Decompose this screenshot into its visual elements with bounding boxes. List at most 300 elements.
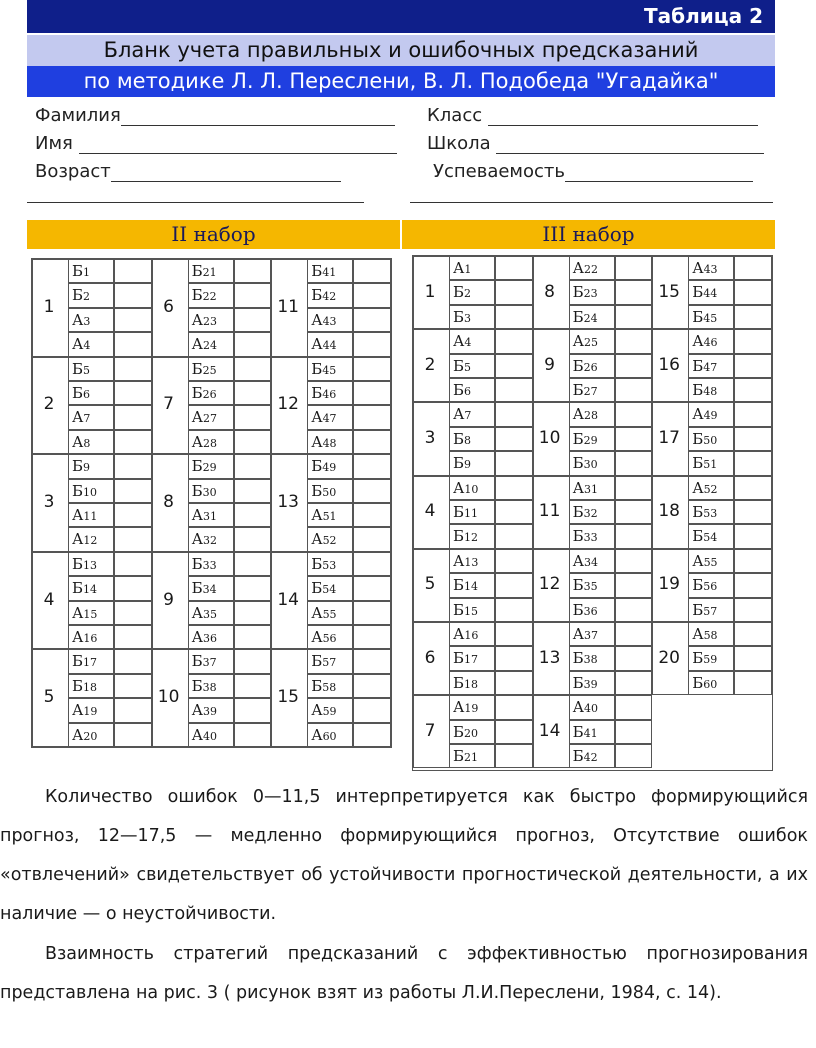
answer-cell: Б18 bbox=[68, 674, 114, 698]
mark-cell[interactable] bbox=[734, 671, 772, 695]
answer-cell: А39 bbox=[188, 698, 234, 722]
answer-cell: А28 bbox=[569, 402, 615, 426]
answer-cell: Б54 bbox=[307, 576, 353, 600]
answer-cell: Б9 bbox=[68, 454, 114, 478]
group-number: 16 bbox=[658, 354, 680, 375]
answer-cell: А51 bbox=[307, 503, 353, 527]
mark-cell[interactable] bbox=[734, 646, 772, 670]
group-number: 15 bbox=[658, 281, 680, 302]
mark-cell[interactable] bbox=[615, 354, 653, 378]
answer-cell: А43 bbox=[307, 308, 353, 332]
mark-cell[interactable] bbox=[734, 280, 772, 304]
answer-cell: Б53 bbox=[688, 500, 734, 524]
answer-cell: А4 bbox=[449, 329, 495, 353]
form-title: Бланк учета правильных и ошибочных предсказаний bbox=[27, 35, 775, 66]
mark-cell[interactable] bbox=[353, 601, 391, 625]
school-field bbox=[427, 133, 764, 154]
group-number: 10 bbox=[157, 687, 180, 708]
mark-cell[interactable] bbox=[734, 427, 772, 451]
answer-cell: А15 bbox=[68, 601, 114, 625]
performance-line bbox=[565, 165, 753, 182]
group-number: 10 bbox=[538, 428, 561, 448]
mark-cell[interactable] bbox=[495, 451, 533, 475]
mark-cell[interactable] bbox=[495, 720, 533, 744]
mark-cell[interactable] bbox=[234, 332, 272, 356]
form-subtitle: по методике Л. Л. Переслени, В. Л. Подобеда "Угадайка" bbox=[27, 66, 775, 97]
answer-cell: А46 bbox=[688, 329, 734, 353]
group-number: 13 bbox=[277, 492, 299, 512]
table-title-bar bbox=[27, 0, 775, 33]
answer-cell: Б57 bbox=[307, 649, 353, 673]
answer-cell: А31 bbox=[569, 476, 615, 500]
mark-cell[interactable] bbox=[734, 402, 772, 426]
answer-cell: Б49 bbox=[307, 454, 353, 478]
mark-cell[interactable] bbox=[234, 430, 272, 454]
answer-cell: А3 bbox=[68, 308, 114, 332]
mark-cell[interactable] bbox=[615, 280, 653, 304]
mark-cell[interactable] bbox=[353, 527, 391, 551]
answer-cell: Б6 bbox=[449, 378, 495, 402]
performance-label: Успеваемость bbox=[433, 161, 566, 182]
group-number: 9 bbox=[163, 589, 174, 610]
mark-cell[interactable] bbox=[734, 354, 772, 378]
mark-cell[interactable] bbox=[114, 625, 152, 649]
group-number: 6 bbox=[424, 647, 436, 668]
mark-cell[interactable] bbox=[114, 723, 152, 747]
mark-cell[interactable] bbox=[114, 698, 152, 722]
answer-cell: Б26 bbox=[188, 381, 234, 405]
mark-cell[interactable] bbox=[353, 552, 391, 576]
mark-cell[interactable] bbox=[234, 527, 272, 551]
answer-cell: Б12 bbox=[449, 524, 495, 548]
table-label: Таблица 2 bbox=[644, 4, 763, 28]
mark-cell[interactable] bbox=[114, 454, 152, 478]
class-label: Класс bbox=[427, 105, 483, 126]
answer-cell: А24 bbox=[188, 332, 234, 356]
answer-cell: Б33 bbox=[569, 524, 615, 548]
answer-cell: А4 bbox=[68, 332, 114, 356]
mark-cell[interactable] bbox=[734, 476, 772, 500]
mark-cell[interactable] bbox=[353, 503, 391, 527]
mark-cell[interactable] bbox=[734, 549, 772, 573]
answer-cell: А35 bbox=[188, 601, 234, 625]
answer-cell: А55 bbox=[688, 549, 734, 573]
answer-cell: Б45 bbox=[688, 305, 734, 329]
answer-cell: А7 bbox=[68, 405, 114, 429]
answer-cell: Б6 bbox=[68, 381, 114, 405]
mark-cell[interactable] bbox=[234, 479, 272, 503]
mark-cell[interactable] bbox=[353, 283, 391, 307]
group-number: 12 bbox=[277, 394, 299, 415]
answer-cell: Б41 bbox=[569, 720, 615, 744]
extra-line-left bbox=[27, 202, 364, 203]
answer-cell: А60 bbox=[307, 723, 353, 747]
answer-cell: Б20 bbox=[449, 720, 495, 744]
answer-cell: Б57 bbox=[688, 598, 734, 622]
group-number: 14 bbox=[538, 720, 561, 741]
answer-cell: Б9 bbox=[449, 451, 495, 475]
mark-cell[interactable] bbox=[234, 259, 272, 283]
answer-cell: Б44 bbox=[688, 280, 734, 304]
mark-cell[interactable] bbox=[234, 405, 272, 429]
answer-cell: А11 bbox=[68, 503, 114, 527]
answer-cell: Б22 bbox=[188, 283, 234, 307]
answer-cell: А52 bbox=[688, 476, 734, 500]
answer-cell: Б27 bbox=[569, 378, 615, 402]
answer-cell: А43 bbox=[688, 256, 734, 280]
mark-cell[interactable] bbox=[615, 524, 653, 548]
class-field bbox=[427, 105, 758, 126]
school-line bbox=[496, 137, 764, 154]
mark-cell[interactable] bbox=[234, 357, 272, 381]
answer-cell: Б38 bbox=[569, 646, 615, 670]
group-number: 19 bbox=[658, 574, 680, 595]
answer-cell: А36 bbox=[188, 625, 234, 649]
answer-cell: А49 bbox=[688, 402, 734, 426]
mark-cell[interactable] bbox=[615, 671, 653, 695]
mark-cell[interactable] bbox=[495, 427, 533, 451]
answer-cell: Б21 bbox=[449, 744, 495, 768]
group-number: 11 bbox=[538, 501, 561, 522]
mark-cell[interactable] bbox=[615, 427, 653, 451]
mark-cell[interactable] bbox=[615, 451, 653, 475]
answer-cell: А16 bbox=[68, 625, 114, 649]
answer-cell: Б1 bbox=[68, 259, 114, 283]
mark-cell[interactable] bbox=[114, 576, 152, 600]
answer-cell: А28 bbox=[188, 430, 234, 454]
answer-cell: Б15 bbox=[449, 598, 495, 622]
answer-cell: Б26 bbox=[569, 354, 615, 378]
mark-cell[interactable] bbox=[495, 500, 533, 524]
mark-cell[interactable] bbox=[234, 601, 272, 625]
mark-cell[interactable] bbox=[353, 357, 391, 381]
group-number: 5 bbox=[43, 687, 55, 708]
school-label: Школа bbox=[427, 133, 491, 154]
answer-cell: Б14 bbox=[68, 576, 114, 600]
group-number: 11 bbox=[277, 296, 299, 317]
mark-cell[interactable] bbox=[114, 503, 152, 527]
surname-field bbox=[35, 105, 395, 126]
mark-cell[interactable] bbox=[615, 305, 653, 329]
age-label: Возраст bbox=[35, 161, 111, 182]
answer-cell: Б29 bbox=[188, 454, 234, 478]
mark-cell[interactable] bbox=[114, 259, 152, 283]
answer-cell: А48 bbox=[307, 430, 353, 454]
group-number: 13 bbox=[538, 647, 561, 668]
answer-cell: А7 bbox=[449, 402, 495, 426]
group-number: 15 bbox=[277, 687, 299, 708]
mark-cell[interactable] bbox=[615, 476, 653, 500]
mark-cell[interactable] bbox=[495, 573, 533, 597]
answer-cell: А22 bbox=[569, 256, 615, 280]
mark-cell[interactable] bbox=[495, 378, 533, 402]
mark-cell[interactable] bbox=[495, 695, 533, 719]
mark-cell[interactable] bbox=[234, 649, 272, 673]
group-number: 4 bbox=[424, 501, 436, 522]
answer-cell: Б48 bbox=[688, 378, 734, 402]
answer-cell: А19 bbox=[449, 695, 495, 719]
answer-cell: А23 bbox=[188, 308, 234, 332]
mark-cell[interactable] bbox=[353, 723, 391, 747]
mark-cell[interactable] bbox=[495, 744, 533, 768]
mark-cell[interactable] bbox=[114, 479, 152, 503]
mark-cell[interactable] bbox=[615, 549, 653, 573]
group-number: 20 bbox=[658, 647, 680, 668]
personal-info-form bbox=[27, 97, 775, 217]
answer-cell: Б53 bbox=[307, 552, 353, 576]
answer-cell: А20 bbox=[68, 723, 114, 747]
mark-cell[interactable] bbox=[734, 500, 772, 524]
answer-cell: Б11 bbox=[449, 500, 495, 524]
mark-cell[interactable] bbox=[495, 524, 533, 548]
mark-cell[interactable] bbox=[234, 283, 272, 307]
mark-cell[interactable] bbox=[734, 378, 772, 402]
mark-cell[interactable] bbox=[234, 454, 272, 478]
mark-cell[interactable] bbox=[353, 625, 391, 649]
mark-cell[interactable] bbox=[114, 283, 152, 307]
group-number: 5 bbox=[424, 574, 436, 595]
mark-cell[interactable] bbox=[114, 430, 152, 454]
answer-cell: А25 bbox=[569, 329, 615, 353]
mark-cell[interactable] bbox=[495, 305, 533, 329]
mark-cell[interactable] bbox=[495, 549, 533, 573]
answer-cell: Б2 bbox=[68, 283, 114, 307]
mark-cell[interactable] bbox=[734, 256, 772, 280]
answer-cell: А55 bbox=[307, 601, 353, 625]
answer-cell: Б34 bbox=[188, 576, 234, 600]
mark-cell[interactable] bbox=[234, 674, 272, 698]
mark-cell[interactable] bbox=[495, 476, 533, 500]
mark-cell[interactable] bbox=[353, 698, 391, 722]
group-number: 6 bbox=[163, 296, 174, 317]
answer-cell: Б5 bbox=[68, 357, 114, 381]
mark-cell[interactable] bbox=[615, 402, 653, 426]
answer-cell: Б30 bbox=[188, 479, 234, 503]
answer-cell: Б59 bbox=[688, 646, 734, 670]
group-number: 17 bbox=[658, 428, 680, 448]
mark-cell[interactable] bbox=[615, 573, 653, 597]
mark-cell[interactable] bbox=[615, 646, 653, 670]
answer-cell: Б58 bbox=[307, 674, 353, 698]
answer-cell: Б51 bbox=[688, 451, 734, 475]
answer-cell: А56 bbox=[307, 625, 353, 649]
answer-cell: Б39 bbox=[569, 671, 615, 695]
name-field bbox=[35, 133, 397, 154]
answer-cell: Б3 bbox=[449, 305, 495, 329]
answer-cell: А10 bbox=[449, 476, 495, 500]
mark-cell[interactable] bbox=[615, 378, 653, 402]
class-line bbox=[488, 109, 758, 126]
set2-header: II набор bbox=[27, 220, 400, 249]
name-label: Имя bbox=[35, 133, 73, 154]
answer-cell: А44 bbox=[307, 332, 353, 356]
set3-header: III набор bbox=[402, 220, 775, 249]
group-number: 8 bbox=[163, 492, 174, 512]
performance-field bbox=[433, 161, 753, 182]
answer-cell: А37 bbox=[569, 622, 615, 646]
mark-cell[interactable] bbox=[234, 625, 272, 649]
answer-cell: Б42 bbox=[569, 744, 615, 768]
mark-cell[interactable] bbox=[734, 598, 772, 622]
answer-cell: Б36 bbox=[569, 598, 615, 622]
answer-cell: Б17 bbox=[449, 646, 495, 670]
mark-cell[interactable] bbox=[495, 646, 533, 670]
mark-cell[interactable] bbox=[234, 698, 272, 722]
answer-cell: Б29 bbox=[569, 427, 615, 451]
mark-cell[interactable] bbox=[114, 552, 152, 576]
answer-cell: Б25 bbox=[188, 357, 234, 381]
mark-cell[interactable] bbox=[353, 479, 391, 503]
mark-cell[interactable] bbox=[495, 329, 533, 353]
group-number: 4 bbox=[43, 589, 55, 610]
answer-cell: Б56 bbox=[688, 573, 734, 597]
answer-cell: А52 bbox=[307, 527, 353, 551]
group-number: 1 bbox=[424, 281, 436, 302]
group-number: 2 bbox=[424, 354, 436, 375]
answer-cell: А34 bbox=[569, 549, 615, 573]
answer-cell: Б45 bbox=[307, 357, 353, 381]
mark-cell[interactable] bbox=[353, 674, 391, 698]
answer-cell: Б10 bbox=[68, 479, 114, 503]
mark-cell[interactable] bbox=[114, 601, 152, 625]
answer-cell: А1 bbox=[449, 256, 495, 280]
group-number: 18 bbox=[658, 501, 680, 522]
mark-cell[interactable] bbox=[615, 500, 653, 524]
answer-cell: Б14 bbox=[449, 573, 495, 597]
mark-cell[interactable] bbox=[615, 256, 653, 280]
answer-cell: Б5 bbox=[449, 354, 495, 378]
mark-cell[interactable] bbox=[734, 622, 772, 646]
answer-cell: Б13 bbox=[68, 552, 114, 576]
mark-cell[interactable] bbox=[234, 308, 272, 332]
mark-cell[interactable] bbox=[615, 598, 653, 622]
mark-cell[interactable] bbox=[495, 354, 533, 378]
mark-cell[interactable] bbox=[114, 405, 152, 429]
answer-cell: Б33 bbox=[188, 552, 234, 576]
mark-cell[interactable] bbox=[114, 527, 152, 551]
answer-cell: Б47 bbox=[688, 354, 734, 378]
answer-cell: А12 bbox=[68, 527, 114, 551]
strategy-paragraph: Взаимность стратегий предсказаний с эффективностью прогнозирования представлена на рис. 3 ( рисунок взят из работы Л.И.Переслени, 1984, с. 14). bbox=[0, 944, 808, 1003]
group-number: 3 bbox=[424, 428, 436, 448]
answer-cell: А13 bbox=[449, 549, 495, 573]
interpretation-paragraph: Количество ошибок 0—11,5 интерпретируется как быстро формирующийся прогноз, 12—17,5 — медленно формирующийся прогноз, Отсутствие ошибок «отвлечений» свидетельствует об устойчивости прогностической деятельности, а их наличие — о неустойчивости. bbox=[0, 787, 808, 924]
mark-cell[interactable] bbox=[353, 332, 391, 356]
surname-line bbox=[121, 109, 395, 126]
mark-cell[interactable] bbox=[615, 622, 653, 646]
mark-cell[interactable] bbox=[234, 503, 272, 527]
group-number: 2 bbox=[43, 394, 55, 415]
answer-cell: А8 bbox=[68, 430, 114, 454]
answer-cell: Б37 bbox=[188, 649, 234, 673]
mark-cell[interactable] bbox=[734, 305, 772, 329]
mark-cell[interactable] bbox=[734, 573, 772, 597]
answer-cell: Б54 bbox=[688, 524, 734, 548]
mark-cell[interactable] bbox=[734, 524, 772, 548]
name-line bbox=[79, 137, 397, 154]
answer-cell: А58 bbox=[688, 622, 734, 646]
answer-cell: Б50 bbox=[307, 479, 353, 503]
answer-cell: А27 bbox=[188, 405, 234, 429]
mark-cell[interactable] bbox=[234, 381, 272, 405]
mark-cell[interactable] bbox=[114, 308, 152, 332]
mark-cell[interactable] bbox=[495, 622, 533, 646]
mark-cell[interactable] bbox=[114, 674, 152, 698]
mark-cell[interactable] bbox=[353, 576, 391, 600]
mark-cell[interactable] bbox=[353, 454, 391, 478]
mark-cell[interactable] bbox=[495, 280, 533, 304]
answer-cell: А16 bbox=[449, 622, 495, 646]
mark-cell[interactable] bbox=[615, 329, 653, 353]
group-number: 7 bbox=[163, 394, 174, 415]
answer-cell: А47 bbox=[307, 405, 353, 429]
age-field bbox=[35, 161, 341, 182]
age-line bbox=[111, 165, 341, 182]
answer-cell: А19 bbox=[68, 698, 114, 722]
answer-cell: А40 bbox=[569, 695, 615, 719]
mark-cell[interactable] bbox=[615, 720, 653, 744]
mark-cell[interactable] bbox=[114, 357, 152, 381]
mark-cell[interactable] bbox=[615, 744, 653, 768]
answer-cell: Б50 bbox=[688, 427, 734, 451]
answer-cell: Б18 bbox=[449, 671, 495, 695]
mark-cell[interactable] bbox=[114, 332, 152, 356]
mark-cell[interactable] bbox=[353, 430, 391, 454]
mark-cell[interactable] bbox=[353, 649, 391, 673]
mark-cell[interactable] bbox=[234, 576, 272, 600]
mark-cell[interactable] bbox=[734, 451, 772, 475]
answer-cell: Б24 bbox=[569, 305, 615, 329]
group-number: 8 bbox=[544, 281, 555, 302]
answer-cell: А32 bbox=[188, 527, 234, 551]
mark-cell[interactable] bbox=[114, 381, 152, 405]
mark-cell[interactable] bbox=[353, 405, 391, 429]
answer-cell: Б21 bbox=[188, 259, 234, 283]
answer-cell: Б2 bbox=[449, 280, 495, 304]
mark-cell[interactable] bbox=[234, 552, 272, 576]
answer-cell: Б32 bbox=[569, 500, 615, 524]
answer-cell: Б42 bbox=[307, 283, 353, 307]
mark-cell[interactable] bbox=[495, 671, 533, 695]
group-number: 14 bbox=[277, 589, 299, 610]
set2-table bbox=[31, 258, 392, 748]
mark-cell[interactable] bbox=[734, 329, 772, 353]
surname-label: Фамилия bbox=[35, 105, 121, 126]
answer-cell: Б46 bbox=[307, 381, 353, 405]
mark-cell[interactable] bbox=[495, 402, 533, 426]
mark-cell[interactable] bbox=[353, 381, 391, 405]
mark-cell[interactable] bbox=[353, 308, 391, 332]
extra-line-right bbox=[410, 202, 773, 203]
answer-cell: Б60 bbox=[688, 671, 734, 695]
group-number: 9 bbox=[544, 354, 555, 375]
group-number: 3 bbox=[43, 492, 55, 512]
answer-cell: Б17 bbox=[68, 649, 114, 673]
mark-cell[interactable] bbox=[495, 598, 533, 622]
mark-cell[interactable] bbox=[353, 259, 391, 283]
answer-cell: Б23 bbox=[569, 280, 615, 304]
mark-cell[interactable] bbox=[234, 723, 272, 747]
answer-cell: Б35 bbox=[569, 573, 615, 597]
answer-cell: А31 bbox=[188, 503, 234, 527]
answer-cell: А59 bbox=[307, 698, 353, 722]
mark-cell[interactable] bbox=[615, 695, 653, 719]
answer-cell: Б8 bbox=[449, 427, 495, 451]
mark-cell[interactable] bbox=[495, 256, 533, 280]
answer-cell: Б41 bbox=[307, 259, 353, 283]
mark-cell[interactable] bbox=[114, 649, 152, 673]
group-number: 12 bbox=[538, 574, 561, 595]
